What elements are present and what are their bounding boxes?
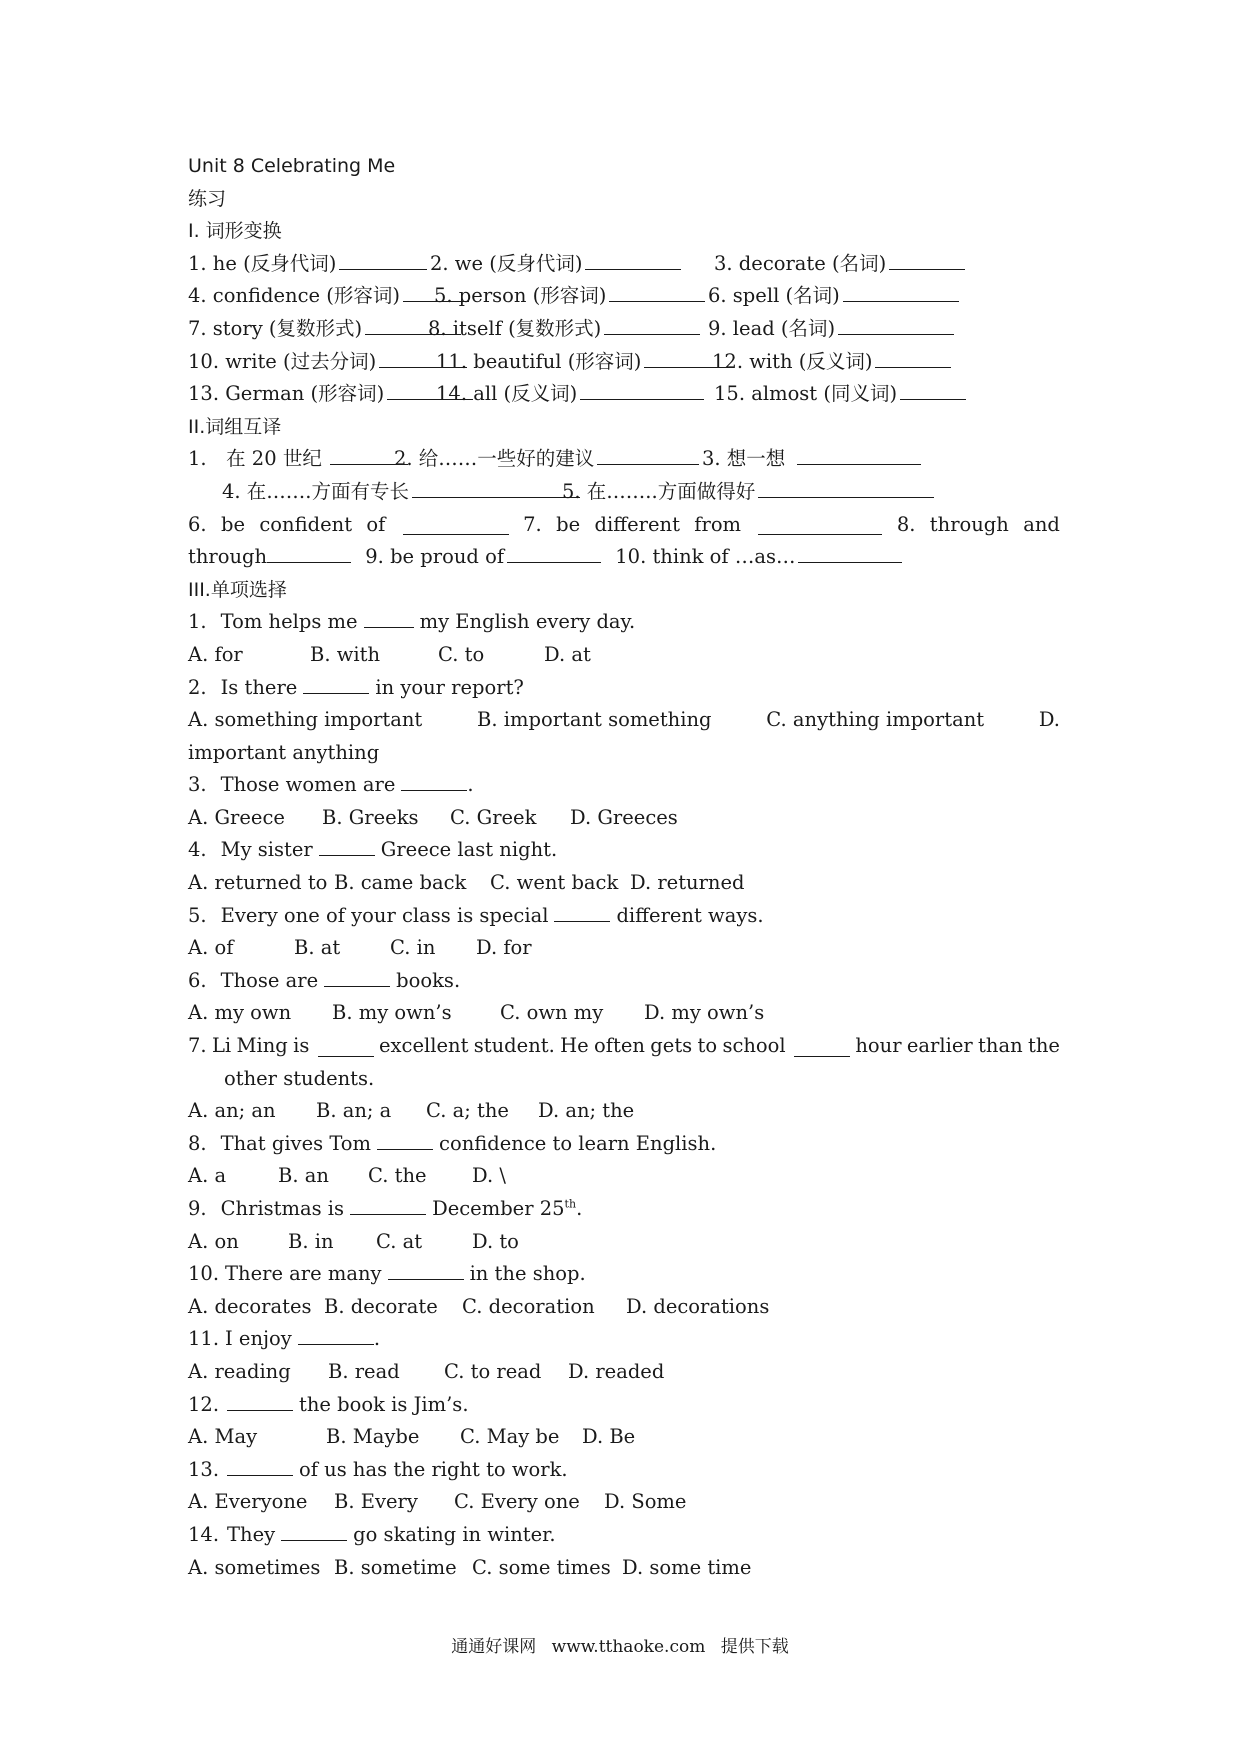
option: B. sometime [334, 1555, 457, 1579]
option: D. \ [472, 1164, 506, 1188]
phrase-word: 6. [188, 512, 207, 536]
text-segment: 1. he (反身代词) [188, 251, 337, 275]
exercise-item [436, 378, 704, 411]
answer-blank [843, 281, 959, 302]
answer-blank [889, 249, 965, 270]
question [188, 1128, 1060, 1161]
text-segment: Christmas is [220, 1197, 345, 1220]
answer-blank [364, 607, 414, 628]
option-continued: important anything [188, 740, 380, 764]
answer-blank [798, 542, 902, 563]
text-segment: excellent [379, 1034, 469, 1058]
answer-blank [507, 542, 601, 563]
text-segment: . [373, 1327, 381, 1351]
question [188, 1389, 1060, 1422]
option: A. of [188, 936, 234, 960]
exercise-item [428, 313, 700, 346]
answer-blank [580, 379, 704, 400]
text-segment: the book is Jim’s. [299, 1392, 469, 1416]
section1-row [188, 378, 1060, 411]
answer-blank [227, 1455, 293, 1476]
option: C. to read [444, 1359, 542, 1383]
option: D. readed [568, 1359, 665, 1383]
text-cell [562, 476, 934, 509]
option: B. read [328, 1359, 400, 1383]
text-segment: . [467, 773, 474, 797]
text-segment: 15. almost (同义词) [714, 382, 898, 406]
exercise-item [708, 313, 954, 346]
text-cell [188, 443, 408, 476]
section1-row [188, 313, 1060, 346]
section1-row [188, 248, 1060, 281]
text-segment: December 25 [432, 1197, 565, 1220]
answer-blank [597, 444, 699, 465]
option: B. Greeks [322, 805, 419, 829]
exercise-item [188, 248, 427, 281]
text-segment: confidence to learn English. [439, 1131, 717, 1155]
section2-row [188, 443, 1060, 476]
answer-blank [585, 249, 681, 270]
exercise-item [436, 346, 728, 379]
text-segment: 3. decorate (名词) [714, 251, 887, 275]
text-segment: 8. [188, 1131, 207, 1155]
option: D. [1038, 708, 1060, 732]
answer-blank [401, 770, 467, 791]
question [188, 900, 1060, 933]
text-segment: than [978, 1034, 1023, 1058]
option: B. at [294, 936, 341, 960]
text-segment: 10. write (过去分词) [188, 349, 377, 373]
text-segment: 11. [188, 1327, 220, 1351]
text-segment: th [564, 1197, 577, 1211]
option: A. decorates [188, 1294, 312, 1318]
text-segment: My sister [220, 838, 313, 862]
text-segment: of us has the right to work. [299, 1457, 568, 1481]
text-segment: school [722, 1034, 786, 1058]
option: A. something important [188, 708, 423, 732]
option: D. at [544, 642, 591, 666]
option: C. decoration [462, 1294, 595, 1318]
footer-url[interactable]: www.tthaoke.com [551, 1637, 706, 1657]
option: C. to [438, 642, 485, 666]
text-segment: 7. story (复数形式) [188, 316, 363, 340]
text-segment: Li [211, 1034, 232, 1058]
text-cell [394, 443, 699, 476]
answer-blank [838, 314, 954, 335]
phrase-word: be [220, 512, 246, 536]
footer-note: 提供下载 [720, 1637, 789, 1657]
options-row [188, 1552, 1060, 1585]
option: D. Be [582, 1425, 636, 1449]
worksheet [188, 150, 1060, 1584]
text-segment: 5. [188, 903, 207, 927]
option: C. some times [472, 1555, 611, 1579]
option: A. an; an [188, 1099, 276, 1123]
answer-blank [794, 1036, 850, 1057]
text-segment: 5. person (形容词) [434, 284, 607, 308]
option: B. in [288, 1229, 334, 1253]
options-row [188, 704, 1060, 737]
option: C. Every one [454, 1490, 580, 1514]
exercise-item [188, 346, 467, 379]
option: B. important something [477, 708, 712, 732]
text-segment: I enjoy [225, 1327, 292, 1351]
question [188, 769, 1060, 802]
exercise-item [188, 313, 461, 346]
options-row [188, 932, 1060, 965]
option: D. some time [622, 1555, 752, 1579]
text-segment: 10. [188, 1262, 220, 1286]
section3-heading: III.单项选择 [188, 578, 287, 601]
option: B. decorate [324, 1294, 438, 1318]
text-segment: 8. itself (复数形式) [428, 316, 602, 340]
text-segment: hour [855, 1034, 902, 1058]
section2-row [188, 509, 1060, 542]
option: B. an [278, 1164, 329, 1188]
answer-blank [298, 1324, 374, 1345]
question [188, 1454, 1060, 1487]
option: B. came back [334, 871, 467, 895]
option: C. went back [490, 871, 619, 895]
answer-blank [554, 901, 610, 922]
option: B. my own’s [332, 1001, 452, 1025]
answer-blank [604, 314, 700, 335]
text-cell [222, 476, 580, 509]
question [188, 1323, 1060, 1356]
option: B. Every [334, 1490, 418, 1514]
text-segment: often [594, 1034, 645, 1058]
text-segment: is [293, 1034, 310, 1058]
answer-blank [303, 673, 369, 694]
option: B. with [310, 642, 381, 666]
text-segment: 9. lead (名词) [708, 316, 836, 340]
question [188, 965, 1060, 998]
page-footer [0, 1632, 1240, 1657]
exercise-item [712, 346, 951, 379]
option: D. returned [630, 871, 745, 895]
option: B. an; a [316, 1099, 392, 1123]
options-row [188, 1486, 1060, 1519]
option: A. Greece [188, 805, 285, 829]
text-segment: 11. beautiful (形容词) [436, 349, 642, 373]
answer-blank [609, 281, 705, 302]
answer-blank [281, 1520, 347, 1541]
text-segment: 13. German (形容词) [188, 382, 385, 406]
phrase-item: 1. 在 20 世纪 [188, 447, 322, 471]
phrase-word: be [556, 512, 581, 536]
text-segment: 2. [188, 675, 207, 699]
text-segment: Every one of your class is special [220, 903, 549, 927]
text-segment: my English every day. [419, 610, 636, 634]
text-segment: 12. [188, 1392, 220, 1416]
option: A. a [188, 1164, 227, 1188]
text-segment: 13. [188, 1457, 220, 1481]
option: A. on [188, 1229, 239, 1253]
phrase-item: 3. 想一想 [702, 447, 786, 471]
exercise-item [714, 378, 966, 411]
question [188, 672, 1060, 705]
answer-blank [412, 477, 580, 498]
option: A. my own [188, 1001, 292, 1025]
text-segment: earlier [906, 1034, 973, 1058]
option: D. an; the [538, 1099, 635, 1123]
option: D. Greeces [570, 805, 678, 829]
text-segment: 7. [188, 1034, 207, 1058]
question [188, 1519, 1060, 1552]
text-segment: 4. confidence (形容词) [188, 284, 400, 308]
option: A. Everyone [188, 1490, 308, 1514]
text-segment: 1. [188, 610, 207, 634]
text-segment: There are many [225, 1262, 382, 1286]
section1-row [188, 280, 1060, 313]
exercise-item [188, 378, 473, 411]
answer-blank [319, 835, 375, 856]
option: C. a; the [426, 1099, 509, 1123]
answer-blank [403, 514, 509, 535]
text-cell [702, 443, 921, 476]
text-segment: Tom helps me [220, 610, 358, 634]
page-title: Unit 8 Celebrating Me [188, 155, 396, 177]
option: A. for [188, 642, 243, 666]
text-segment: 6. [188, 968, 207, 992]
phrase-word: and [1023, 512, 1060, 536]
answer-blank [758, 477, 934, 498]
exercise-item [714, 248, 965, 281]
text-segment: 12. with (反义词) [712, 349, 873, 373]
text-segment: Ming [236, 1034, 288, 1058]
phrase-item: 2. 给……一些好的建议 [394, 447, 595, 471]
text-segment: 4. [188, 838, 207, 862]
answer-blank [377, 1129, 433, 1150]
text-segment: Is there [220, 675, 298, 699]
page-subtitle: 练习 [188, 187, 227, 210]
phrase-word: 7. [523, 512, 542, 536]
phrase-word: 8. [896, 512, 916, 536]
phrase-item: 4. 在…….方面有专长 [222, 479, 410, 503]
option: D. Some [604, 1490, 687, 1514]
answer-blank [339, 249, 427, 270]
question [188, 606, 1060, 639]
text-segment: in the shop. [469, 1262, 586, 1286]
footer-site-name: 通通好课网 [451, 1637, 537, 1657]
section1-row [188, 346, 1060, 379]
question [188, 834, 1060, 867]
text-segment: 2. we (反身代词) [430, 251, 583, 275]
phrase-word: confident [259, 512, 353, 536]
phrase-word: through [188, 545, 268, 569]
options-row [188, 639, 1060, 672]
option: D. for [476, 936, 532, 960]
option: C. in [390, 936, 436, 960]
text-segment: They [227, 1522, 276, 1546]
options-row [188, 1160, 1060, 1193]
answer-blank [388, 1259, 464, 1280]
text-segment: He [560, 1034, 589, 1058]
answer-blank [797, 444, 921, 465]
answer-blank [900, 379, 966, 400]
options-row [188, 1356, 1060, 1389]
question-continued: other students. [224, 1066, 375, 1090]
exercise-item [430, 248, 681, 281]
text-segment: to [697, 1034, 718, 1058]
answer-blank [324, 966, 390, 987]
question [188, 1030, 1060, 1063]
option: D. decorations [626, 1294, 770, 1318]
section1-heading: I. 词形变换 [188, 220, 282, 243]
phrase-word: of [366, 512, 386, 536]
phrase-word: different [594, 512, 680, 536]
option: A. sometimes [188, 1555, 321, 1579]
question [188, 1258, 1060, 1291]
option: A. returned to [188, 871, 328, 895]
options-row [188, 1095, 1060, 1128]
text-segment: different ways. [616, 903, 764, 927]
section2-heading: II.词组互译 [188, 415, 282, 438]
text-segment: student. [473, 1034, 555, 1058]
text-segment: 6. spell (名词) [708, 284, 840, 308]
phrase-item: 10. think of …as… [615, 545, 796, 569]
options-row [188, 802, 1060, 835]
text-segment: 14. [188, 1522, 220, 1546]
option: A. reading [188, 1359, 291, 1383]
option: C. Greek [450, 805, 537, 829]
options-row [188, 1421, 1060, 1454]
option: C. own my [500, 1001, 604, 1025]
answer-blank [227, 1390, 293, 1411]
option: B. Maybe [326, 1425, 420, 1449]
text-segment: . [576, 1197, 583, 1220]
exercise-item [708, 280, 959, 313]
answer-blank [267, 542, 351, 563]
option: C. May be [460, 1425, 560, 1449]
phrase-item: 9. be proud of [365, 545, 505, 569]
text-segment: 14. all (反义词) [436, 382, 578, 406]
text-segment: go skating in winter. [353, 1522, 556, 1546]
section2-row [188, 541, 1060, 574]
exercise-item [188, 280, 469, 313]
answer-blank [350, 1194, 426, 1215]
text-segment: That gives Tom [220, 1131, 372, 1155]
phrase-item: 5. 在……..方面做得好 [562, 479, 756, 503]
option: D. to [472, 1229, 519, 1253]
answer-blank [318, 1036, 374, 1057]
text-segment: in your report? [375, 675, 524, 699]
option: C. anything important [766, 708, 985, 732]
text-segment: Those are [220, 968, 319, 992]
options-row [188, 1291, 1060, 1324]
text-segment: Those women are [220, 773, 396, 797]
option: C. at [376, 1229, 423, 1253]
text-segment: the [1027, 1034, 1060, 1058]
question [188, 1193, 1060, 1226]
text-segment: 9. [188, 1197, 207, 1220]
option: D. my own’s [644, 1001, 765, 1025]
answer-blank [875, 347, 951, 368]
text-segment: books. [396, 968, 461, 992]
exercise-item [434, 280, 705, 313]
answer-blank [758, 514, 882, 535]
options-row [188, 867, 1060, 900]
text-segment: gets [650, 1034, 693, 1058]
options-row [188, 1226, 1060, 1259]
option: C. the [368, 1164, 427, 1188]
text-segment: Greece last night. [380, 838, 558, 862]
phrase-word: through [929, 512, 1009, 536]
text-segment: 3. [188, 773, 207, 797]
phrase-word: from [694, 512, 742, 536]
section2-row [188, 476, 1060, 509]
options-row [188, 997, 1060, 1030]
option: A. May [188, 1425, 258, 1449]
